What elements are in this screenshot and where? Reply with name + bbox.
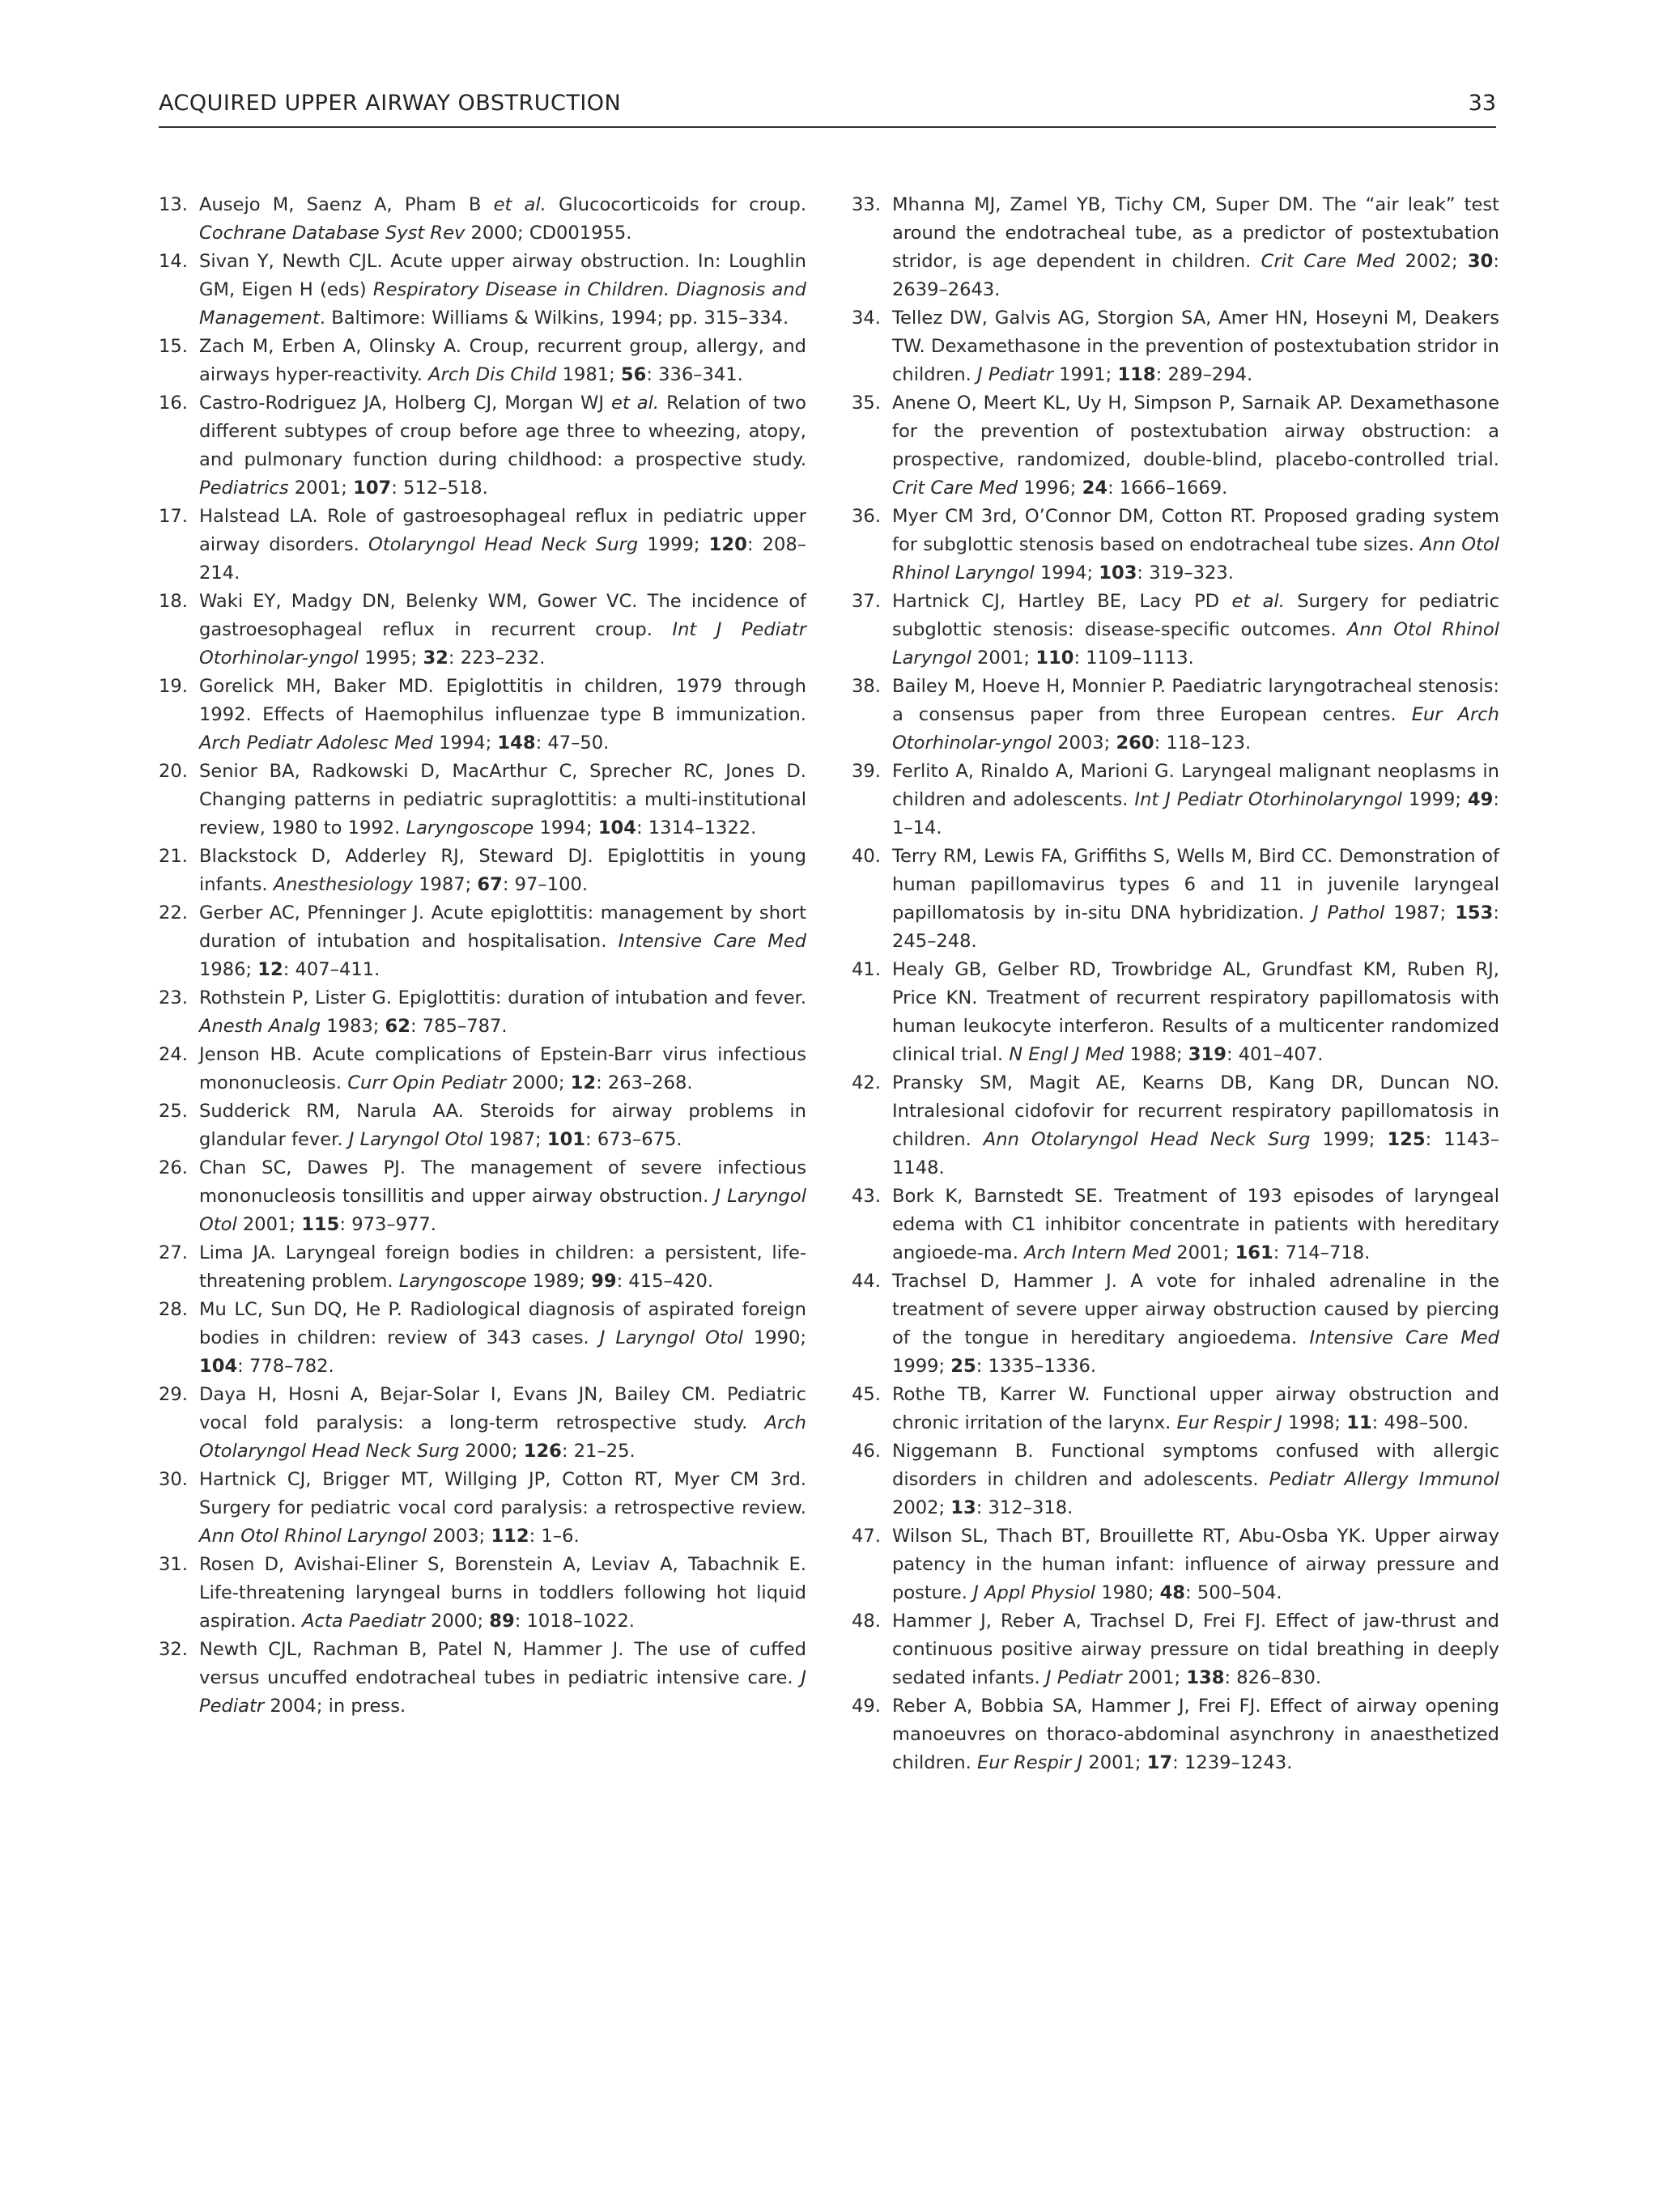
journal-title: Ann Otol Rhinol Laryngol [892, 619, 1499, 669]
reference-text: Glucocorticoids for croup. [546, 194, 806, 215]
reference-text: Rothstein P, Lister G. Epiglottitis: duration of intubation and fever. [199, 987, 806, 1008]
volume-number: 32 [423, 647, 449, 669]
reference-entry [159, 1466, 806, 1551]
reference-text: : 826–830. [1224, 1667, 1322, 1688]
reference-text: 2002; [1395, 251, 1468, 272]
reference-entry [159, 191, 806, 248]
journal-title: J Laryngol Otol [599, 1327, 743, 1348]
reference-number: 42. [852, 1072, 881, 1093]
journal-title: N Engl J Med [1009, 1044, 1124, 1065]
reference-text: Trachsel D, Hammer J. A vote for inhaled adrenaline in the treatment of severe upper airway obstruction caused by piercing of the tongue in hereditary angioedema. [892, 1271, 1499, 1348]
journal-title: Laryngoscope [406, 817, 534, 839]
reference-text: Pransky SM, Magit AE, Kearns DB, Kang DR, Duncan NO. Intralesional cidofovir for recurrent respiratory papillomatosis in children. [892, 1072, 1499, 1150]
reference-number: 19. [159, 676, 188, 697]
reference-entry [852, 1522, 1499, 1607]
journal-title: Cochrane Database Syst Rev [199, 223, 466, 244]
reference-text: : 1018–1022. [514, 1611, 635, 1632]
reference-text: Reber A, Bobbia SA, Hammer J, Frei FJ. Effect of airway opening manoeuvres on thoraco-abdominal asynchrony in anaesthetized children. [892, 1696, 1499, 1773]
volume-number: 67 [477, 874, 503, 895]
volume-number: 24 [1082, 478, 1108, 499]
reference-text: Hartnick CJ, Hartley BE, Lacy PD [892, 591, 1232, 612]
reference-text: : 778–782. [237, 1356, 334, 1377]
reference-entry [159, 899, 806, 984]
reference-text: : 973–977. [339, 1214, 436, 1235]
reference-text: Mu LC, Sun DQ, He P. Radiological diagnosis of aspirated foreign bodies in children: review of 343 cases. [199, 1299, 806, 1348]
volume-number: 148 [497, 732, 536, 754]
reference-text: 1987; [1384, 902, 1456, 923]
reference-text: Chan SC, Dawes PJ. The management of severe infectious mononucleosis tonsillitis and upper airway obstruction. [199, 1157, 806, 1207]
reference-number: 30. [159, 1469, 188, 1490]
reference-text: : 21–25. [561, 1441, 636, 1462]
reference-text: Sivan Y, Newth CJL. Acute upper airway obstruction. In: Loughlin GM, Eigen H (eds) [199, 251, 806, 300]
journal-title: Arch Pediatr Adolesc Med [199, 732, 433, 754]
journal-title: Int J Pediatr Otorhinolaryngol [1134, 789, 1402, 810]
volume-number: 118 [1117, 364, 1156, 385]
reference-text: : 2639–2643. [892, 251, 1499, 300]
reference-entry [852, 503, 1499, 588]
reference-text: 1983; [321, 1016, 385, 1037]
volume-number: 319 [1188, 1044, 1226, 1065]
reference-entry [852, 673, 1499, 758]
reference-number: 38. [852, 676, 881, 697]
reference-text: Ausejo M, Saenz A, Pham B [199, 194, 494, 215]
reference-number: 20. [159, 761, 188, 782]
reference-text: 1986; [199, 959, 258, 980]
volume-number: 153 [1455, 902, 1494, 923]
reference-number: 18. [159, 591, 188, 612]
journal-title: Ann Otol Rhinol Laryngol [199, 1526, 427, 1547]
reference-text: Healy GB, Gelber RD, Trowbridge AL, Grundfast KM, Ruben RJ, Price KN. Treatment of recurrent respiratory papillomatosis with human leukocyte interferon. Results of a multicenter randomized clinical trial. [892, 959, 1499, 1065]
reference-number: 14. [159, 251, 188, 272]
journal-title: J Pediatr [199, 1667, 806, 1717]
reference-text: Newth CJL, Rachman B, Patel N, Hammer J. The use of cuffed versus uncuffed endotracheal tubes in pediatric intensive care. [199, 1639, 806, 1688]
volume-number: 112 [491, 1526, 529, 1547]
reference-text: Jenson HB. Acute complications of Epstein-Barr virus infectious mononucleosis. [199, 1044, 806, 1093]
reference-text: : 97–100. [502, 874, 589, 895]
volume-number: 138 [1186, 1667, 1225, 1688]
reference-entry [852, 1069, 1499, 1182]
reference-entry [852, 1182, 1499, 1267]
reference-text: 1987; [412, 874, 478, 895]
reference-entry [159, 333, 806, 389]
journal-title: Curr Opin Pediatr [347, 1072, 507, 1093]
reference-entry [159, 1154, 806, 1239]
reference-text: : 407–411. [283, 959, 380, 980]
reference-number: 46. [852, 1441, 881, 1462]
reference-text: 2001; [236, 1214, 302, 1235]
journal-title: Anesth Analg [199, 1016, 321, 1037]
journal-title: Arch Dis Child [428, 364, 557, 385]
reference-entry [852, 1267, 1499, 1381]
journal-title: et al. [493, 194, 546, 215]
reference-text: : 336–341. [646, 364, 743, 385]
volume-number: 30 [1467, 251, 1494, 272]
reference-text: : 1239–1243. [1172, 1752, 1293, 1773]
volume-number: 107 [353, 478, 392, 499]
volume-number: 62 [385, 1016, 410, 1037]
reference-entry [159, 1098, 806, 1154]
journal-title: Eur Respir J [977, 1752, 1083, 1773]
reference-number: 48. [852, 1611, 881, 1632]
reference-entry [852, 843, 1499, 956]
reference-text: Lima JA. Laryngeal foreign bodies in children: a persistent, life-threatening problem. [199, 1242, 806, 1292]
reference-text: : 319–323. [1137, 563, 1234, 584]
journal-title: et al. [1231, 591, 1285, 612]
reference-text: . Baltimore: Williams & Wilkins, 1994; pp. 315–334. [319, 308, 789, 329]
journal-title: Respiratory Disease in Children. Diagnosis and Management [199, 279, 806, 329]
reference-entry [159, 503, 806, 588]
journal-title: Intensive Care Med [618, 931, 806, 952]
reference-entry [852, 588, 1499, 673]
reference-column-left [159, 191, 806, 1721]
page-number: 33 [1468, 91, 1496, 116]
journal-title: Otolaryngol Head Neck Surg [368, 534, 639, 555]
running-title: ACQUIRED UPPER AIRWAY OBSTRUCTION [159, 91, 622, 116]
journal-title: Eur Respir J [1176, 1412, 1282, 1433]
reference-text: Hammer J, Reber A, Trachsel D, Frei FJ. Effect of jaw-thrust and continuous positive airway pressure on tidal breathing in deeply sedated infants. [892, 1611, 1499, 1688]
reference-number: 37. [852, 591, 881, 612]
reference-number: 23. [159, 987, 188, 1008]
reference-text: Gerber AC, Pfenninger J. Acute epiglottitis: management by short duration of intubation and hospitalisation. [199, 902, 806, 952]
reference-entry [159, 1381, 806, 1466]
journal-title: Arch Otolaryngol Head Neck Surg [199, 1412, 806, 1462]
volume-number: 13 [950, 1497, 976, 1518]
volume-number: 49 [1467, 789, 1494, 810]
reference-entry [852, 1381, 1499, 1437]
reference-entry [852, 1607, 1499, 1692]
reference-text: : 1109–1113. [1073, 647, 1194, 669]
journal-title: Pediatrics [199, 478, 289, 499]
reference-text: Bork K, Barnstedt SE. Treatment of 193 episodes of laryngeal edema with C1 inhibitor concentrate in patients with hereditary angioede-ma. [892, 1186, 1499, 1263]
reference-text: 1999; [638, 534, 709, 555]
journal-title: J Laryngol Otol [348, 1129, 483, 1150]
reference-text: 2001; [1082, 1752, 1147, 1773]
journal-title: Intensive Care Med [1309, 1327, 1500, 1348]
running-header [159, 91, 1496, 128]
reference-entry [159, 588, 806, 673]
reference-text: Ferlito A, Rinaldo A, Marioni G. Laryngeal malignant neoplasms in children and adolescents. [892, 761, 1499, 810]
reference-text: : 263–268. [596, 1072, 693, 1093]
reference-text: Zach M, Erben A, Olinsky A. Croup, recurrent group, allergy, and airways hyper-reactivity. [199, 336, 806, 385]
journal-title: et al. [611, 393, 660, 414]
reference-text: Senior BA, Radkowski D, MacArthur C, Sprecher RC, Jones D. Changing patterns in pediatric supraglottitis: a multi-institutional review, 1980 to 1992. [199, 761, 806, 839]
volume-number: 104 [597, 817, 636, 839]
reference-number: 24. [159, 1044, 188, 1065]
reference-number: 49. [852, 1696, 881, 1717]
reference-text: 2000; CD001955. [465, 223, 632, 244]
reference-text: Niggemann B. Functional symptoms confused with allergic disorders in children and adolescents. [892, 1441, 1499, 1490]
journal-title: J Appl Physiol [973, 1582, 1096, 1603]
reference-text: 1989; [526, 1271, 592, 1292]
reference-text: 2001; [1121, 1667, 1187, 1688]
volume-number: 25 [950, 1356, 976, 1377]
reference-text: Surgery for pediatric subglottic stenosis: disease-specific outcomes. [892, 591, 1499, 640]
reference-number: 44. [852, 1271, 881, 1292]
reference-text: Anene O, Meert KL, Uy H, Simpson P, Sarnaik AP. Dexamethasone for the prevention of postextubation airway obstruction: a prospective, randomized, double-blind, placebo-controlled trial. [892, 393, 1499, 470]
volume-number: 48 [1159, 1582, 1186, 1603]
reference-text: 2000; [424, 1611, 490, 1632]
reference-text: 1998; [1282, 1412, 1347, 1433]
reference-text: 2004; in press. [264, 1696, 406, 1717]
reference-text: 1999; [892, 1356, 951, 1377]
reference-entry [852, 956, 1499, 1069]
journal-title: J Pathol [1312, 902, 1385, 923]
reference-text: 2002; [892, 1497, 951, 1518]
reference-entry [159, 248, 806, 333]
journal-title: J Pediatr [1045, 1667, 1122, 1688]
reference-text: 1987; [483, 1129, 547, 1150]
reference-text: : 47–50. [535, 732, 610, 754]
reference-entry [159, 1296, 806, 1381]
volume-number: 115 [301, 1214, 340, 1235]
volume-number: 104 [199, 1356, 238, 1377]
reference-entry [159, 1551, 806, 1636]
reference-number: 25. [159, 1101, 188, 1122]
reference-text: 2003; [1051, 732, 1116, 754]
volume-number: 120 [708, 534, 747, 555]
reference-number: 29. [159, 1384, 188, 1405]
journal-title: J Pediatr [977, 364, 1053, 385]
reference-text: : 1–6. [529, 1526, 580, 1547]
journal-title: Eur Arch Otorhinolar-yngol [892, 704, 1499, 754]
reference-text: : 500–504. [1185, 1582, 1282, 1603]
reference-text: 1988; [1124, 1044, 1188, 1065]
reference-text: Hartnick CJ, Brigger MT, Willging JP, Cotton RT, Myer CM 3rd. Surgery for pediatric vocal cord paralysis: a retrospective review. [199, 1469, 806, 1518]
reference-number: 33. [852, 194, 881, 215]
reference-entry [159, 1239, 806, 1296]
reference-number: 27. [159, 1242, 188, 1263]
journal-title: Acta Paediatr [302, 1611, 425, 1632]
reference-entry [159, 843, 806, 899]
volume-number: 11 [1346, 1412, 1372, 1433]
reference-text: Tellez DW, Galvis AG, Storgion SA, Amer HN, Hoseyni M, Deakers TW. Dexamethasone in the prevention of postextubation stridor in children. [892, 308, 1499, 385]
reference-text: : 785–787. [410, 1016, 508, 1037]
journal-title: J Laryngol Otol [199, 1186, 806, 1235]
reference-entry [159, 1041, 806, 1098]
volume-number: 12 [570, 1072, 597, 1093]
reference-text: : 714–718. [1273, 1242, 1371, 1263]
journal-title: Ann Otol Rhinol Laryngol [892, 534, 1500, 584]
journal-title: Pediatr Allergy Immunol [1269, 1469, 1499, 1490]
reference-number: 15. [159, 336, 188, 357]
reference-text: Gorelick MH, Baker MD. Epiglottitis in children, 1979 through 1992. Effects of Haemophilus influenzae type B immunization. [199, 676, 806, 725]
reference-text: : 208–214. [199, 534, 807, 584]
reference-entry [159, 984, 806, 1041]
reference-number: 40. [852, 846, 881, 867]
reference-text: Relation of two different subtypes of croup before age three to wheezing, atopy, and pulmonary function during childhood: a prospective study. [199, 393, 806, 470]
reference-text: : 223–232. [448, 647, 546, 669]
reference-number: 43. [852, 1186, 881, 1207]
reference-text: 2001; [288, 478, 354, 499]
reference-text: 1980; [1095, 1582, 1160, 1603]
reference-text: Blackstock D, Adderley RJ, Steward DJ. Epiglottitis in young infants. [199, 846, 806, 895]
volume-number: 126 [523, 1441, 562, 1462]
reference-number: 26. [159, 1157, 188, 1178]
reference-text: Rothe TB, Karrer W. Functional upper airway obstruction and chronic irritation of the larynx. [892, 1384, 1499, 1433]
reference-number: 41. [852, 959, 881, 980]
reference-text: Waki EY, Madgy DN, Belenky WM, Gower VC. The incidence of gastroesophageal reflux in recurrent croup. [199, 591, 806, 640]
journal-title: Crit Care Med [1261, 251, 1396, 272]
volume-number: 260 [1116, 732, 1154, 754]
reference-text: 1981; [556, 364, 621, 385]
journal-title: Int J Pediatr Otorhinolar-yngol [199, 619, 806, 669]
reference-text: : 1143–1148. [892, 1129, 1499, 1178]
reference-entry [159, 1636, 806, 1721]
reference-number: 21. [159, 846, 188, 867]
reference-text: : 415–420. [616, 1271, 714, 1292]
volume-number: 99 [591, 1271, 617, 1292]
reference-text: : 512–518. [391, 478, 488, 499]
volume-number: 12 [257, 959, 283, 980]
reference-entry [159, 389, 806, 503]
reference-entry [852, 389, 1499, 503]
journal-title: Anesthesiology [273, 874, 413, 895]
reference-entry [852, 304, 1499, 389]
reference-text: : 673–675. [585, 1129, 682, 1150]
reference-text: : 1335–1336. [976, 1356, 1097, 1377]
reference-entry [852, 1692, 1499, 1777]
reference-text: : 289–294. [1155, 364, 1253, 385]
reference-entry [159, 758, 806, 843]
reference-entry [159, 673, 806, 758]
reference-text: : 498–500. [1371, 1412, 1469, 1433]
reference-column-right [852, 191, 1499, 1777]
journal-title: Laryngoscope [398, 1271, 527, 1292]
reference-text: 1995; [358, 647, 423, 669]
reference-text: 2003; [426, 1526, 491, 1547]
reference-number: 32. [159, 1639, 188, 1660]
reference-text: 2001; [1171, 1242, 1235, 1263]
reference-number: 36. [852, 506, 881, 527]
volume-number: 161 [1235, 1242, 1273, 1263]
reference-entry [852, 758, 1499, 843]
reference-text: : 1666–1669. [1107, 478, 1228, 499]
volume-number: 89 [489, 1611, 515, 1632]
reference-text: 2001; [971, 647, 1036, 669]
reference-text: 1994; [1034, 563, 1099, 584]
reference-number: 34. [852, 308, 881, 329]
reference-text: : 1314–1322. [636, 817, 757, 839]
reference-text: Sudderick RM, Narula AA. Steroids for airway problems in glandular fever. [199, 1101, 806, 1150]
reference-text: : 118–123. [1154, 732, 1252, 754]
reference-text: 1999; [1401, 789, 1468, 810]
reference-text: Terry RM, Lewis FA, Griffiths S, Wells M, Bird CC. Demonstration of human papillomavirus types 6 and 11 in juvenile laryngeal papillomatosis by in-situ DNA hybridization. [892, 846, 1499, 923]
reference-text: Bailey M, Hoeve H, Monnier P. Paediatric laryngotracheal stenosis: a consensus paper from three European centres. [892, 676, 1499, 725]
reference-number: 31. [159, 1554, 188, 1575]
reference-text: Myer CM 3rd, O’Connor DM, Cotton RT. Proposed grading system for subglottic stenosis based on endotracheal tube sizes. [892, 506, 1499, 555]
reference-text: 1991; [1053, 364, 1118, 385]
reference-number: 16. [159, 393, 188, 414]
volume-number: 101 [546, 1129, 586, 1150]
volume-number: 17 [1146, 1752, 1173, 1773]
reference-text: 1994; [534, 817, 598, 839]
reference-entry [852, 1437, 1499, 1522]
reference-entry [852, 191, 1499, 304]
volume-number: 56 [620, 364, 647, 385]
reference-text: 1996; [1018, 478, 1082, 499]
reference-text: : 401–407. [1226, 1044, 1324, 1065]
reference-number: 22. [159, 902, 188, 923]
journal-title: Ann Otolaryngol Head Neck Surg [983, 1129, 1311, 1150]
journal-title: Crit Care Med [892, 478, 1018, 499]
volume-number: 110 [1035, 647, 1074, 669]
reference-text: : 312–318. [976, 1497, 1073, 1518]
volume-number: 103 [1099, 563, 1137, 584]
reference-text: 1999; [1310, 1129, 1388, 1150]
reference-text: Halstead LA. Role of gastroesophageal reflux in pediatric upper airway disorders. [199, 506, 806, 555]
reference-text: 2000; [459, 1441, 524, 1462]
reference-number: 35. [852, 393, 881, 414]
reference-text: Daya H, Hosni A, Bejar-Solar I, Evans JN, Bailey CM. Pediatric vocal fold paralysis: a long-term retrospective study. [199, 1384, 806, 1433]
reference-number: 47. [852, 1526, 881, 1547]
reference-number: 28. [159, 1299, 188, 1320]
reference-text: : 245–248. [892, 902, 1499, 952]
reference-number: 13. [159, 194, 188, 215]
reference-number: 17. [159, 506, 188, 527]
reference-number: 45. [852, 1384, 881, 1405]
journal-title: Arch Intern Med [1024, 1242, 1171, 1263]
reference-text: : 1–14. [892, 789, 1499, 839]
reference-text: Rosen D, Avishai-Eliner S, Borenstein A, Leviav A, Tabachnik E. Life-threatening laryngeal burns in toddlers following hot liquid aspiration. [199, 1554, 806, 1632]
volume-number: 125 [1387, 1129, 1426, 1150]
reference-number: 39. [852, 761, 881, 782]
reference-text: Wilson SL, Thach BT, Brouillette RT, Abu-Osba YK. Upper airway patency in the human infant: influence of airway pressure and posture. [892, 1526, 1499, 1603]
reference-text: 2000; [506, 1072, 571, 1093]
reference-text: 1994; [432, 732, 498, 754]
reference-text: Mhanna MJ, Zamel YB, Tichy CM, Super DM. The “air leak” test around the endotracheal tube, as a predictor of postextubation stridor, is age dependent in children. [892, 194, 1499, 272]
reference-text: 1990; [742, 1327, 806, 1348]
reference-text: Castro-Rodriguez JA, Holberg CJ, Morgan WJ [199, 393, 612, 414]
